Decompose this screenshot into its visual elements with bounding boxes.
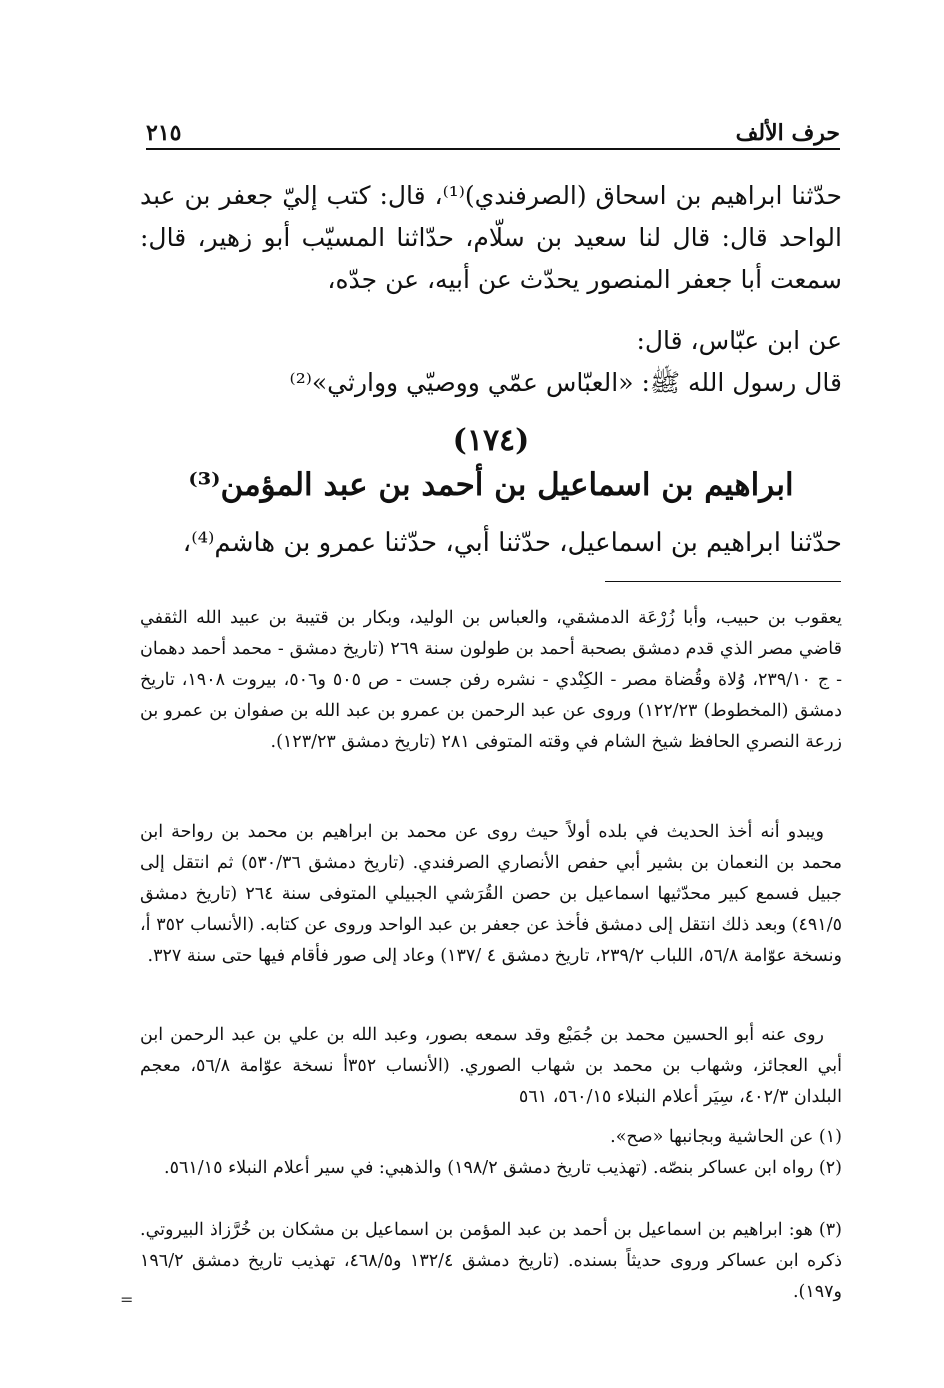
chapter-title: حرف الألف <box>735 120 840 146</box>
hadith-isnad-paragraph: حدّثنا ابراهيم بن اسحاق (الصرفندي)⁽¹⁾، قال: كتب إليّ جعفر بن عبد الواحد قال: قال لنا سعيد بن سلّام، حدّاثنا المسيّب أبو زهير، قال: سمعت أبا جعفر المنصور يحدّث عن أبيه، عن جدّه، <box>140 181 842 294</box>
page-header <box>146 112 840 146</box>
header-rule <box>146 148 840 150</box>
footnote-2: (٢) رواه ابن عساكر بنصّه. (تهذيب تاريخ دمشق ١٩٨/٢) والذهبي: في سير أعلام النبلاء ٥٦١/١٥. <box>164 1158 842 1178</box>
entry-title: ابراهيم بن اسماعيل بن أحمد بن عبد المؤمن⁽³⁾ <box>188 467 794 503</box>
entry-isnad-paragraph: حدّثنا ابراهيم بن اسماعيل، حدّثنا أبي، حدّثنا عمرو بن هاشم⁽⁴⁾، <box>182 528 842 558</box>
page-number: ٢١٥ <box>146 120 182 146</box>
hadith-matn: قال رسول الله ﷺ: «العبّاس عمّي ووصيّي ووارثي»⁽²⁾ <box>289 368 842 397</box>
footnote-1: (١) عن الحاشية وبجانبها «صح». <box>610 1127 842 1147</box>
note-paragraph-3 <box>140 1020 842 1113</box>
note-paragraph-1 <box>140 603 842 758</box>
footnote-3: (٣) هو: ابراهيم بن اسماعيل بن أحمد بن عبد المؤمن بن اسماعيل بن مشكان بن خُرَّزاذ البيروتي. ذكره ابن عساكر وروى حديثاً بسنده. (تاريخ دمشق ١٣٢/٤ و٤٦٨/٥، تهذيب تاريخ دمشق ١٩٦/٢ و١٩٧). <box>140 1220 843 1302</box>
margin-mark: = <box>120 1290 134 1309</box>
note-paragraph-2 <box>140 817 842 972</box>
note-text: روى عنه أبو الحسين محمد بن جُمَيْع وقد سمعه بصور، وعبد الله بن علي بن عبد الرحمن ابن أبي العجائز، وشهاب بن محمد بن شهاب الصوري. (الأنساب ٣٥٢أ نسخة عوّامة ٥٦/٨، معجم البلدان ٤٠٢/٣، سِيَر أعلام النبلاء ٥٦٠/١٥، ٥٦١ <box>140 1025 842 1107</box>
note-text: ويبدو أنه أخذ الحديث في بلده أولاً حيث روى عن محمد بن ابراهيم بن محمد بن رواحة ابن محمد بن النعمان بن بشير أبي حفص الأنصاري الصرفندي. (تاريخ دمشق ٥٣٠/٣٦) ثم انتقل إلى جبيل فسمع كبير محدّثيها اسماعيل بن حصن القُرَشي الجبيلي المتوفى سنة ٢٦٤ (تاريخ دمشق ٤٩١/٥) وبعد ذلك انتقل إلى دمشق فأخذ عن جعفر بن عبد الواحد وروى عن كتابه. (الأنساب ٣٥٢ أ، ونسخة عوّامة ٥٦/٨، اللباب ٢٣٩/٢، تاريخ دمشق ٤ /١٣٧) وعاد إلى صور فأقام فيها حتى سنة ٣٢٧. <box>140 822 843 966</box>
hadith-isnad-continuation: عن ابن عبّاس، قال: <box>636 326 842 355</box>
note-text: يعقوب بن حبيب، وأبا زُرْعَة الدمشقي، والعباس بن الوليد، وبكار بن قتيبة بن عبيد الله الثقفي قاضي مصر الذي قدم دمشق بصحبة أحمد بن طولون سنة ٢٦٩ (تاريخ دمشق - محمد أحمد دهمان - ج ٢٣٩/١٠، وُلاة وقُضاة مصر - الكِنْدي - نشره رفن جست - ص ٥٠٥ و٥٠٦، بيروت ١٩٠٨، تاريخ دمشق (المخطوط) ١٢٢/٢٣) وروى عن عبد الرحمن بن عمرو بن عبد الله بن صفوان بن عمرو بن زرعة النصري الحافظ شيخ الشام في وقته المتوفى ٢٨١ (تاريخ دمشق ١٢٣/٢٣). <box>140 608 843 752</box>
footnote-rule <box>605 581 841 582</box>
entry-number: (١٧٤) <box>452 423 530 458</box>
